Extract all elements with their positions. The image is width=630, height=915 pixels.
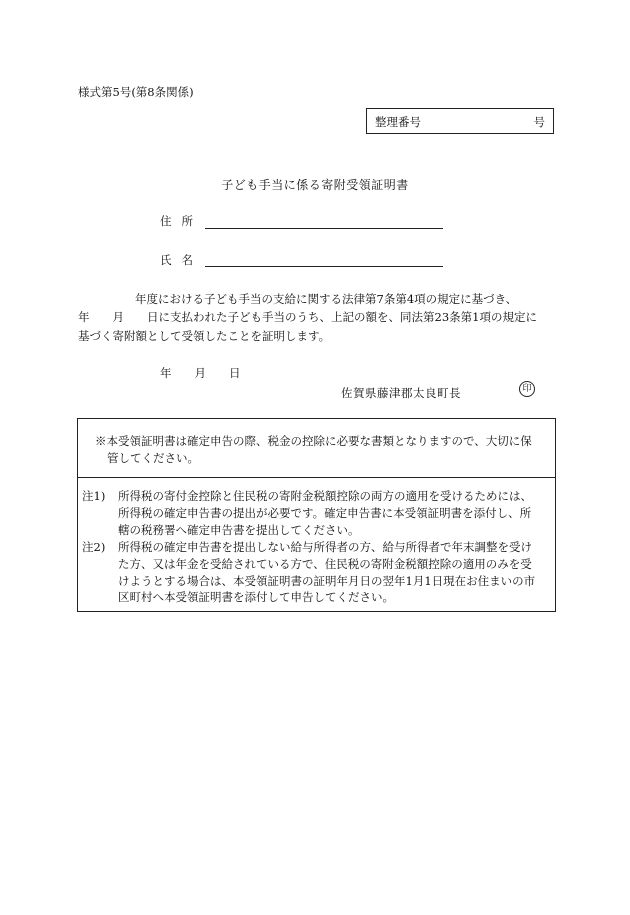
document-title: 子ども手当に係る寄附受領証明書 (221, 178, 409, 192)
body-text-line-1: 年度における子ども手当の支給に関する法律第7条第4項の規定に基づき、 (135, 292, 518, 306)
note-2-line-2: た方、又は年金を受給されている方で、住民税の寄附金税額控除の適用のみを受 (118, 557, 532, 571)
address-label: 住所 (160, 214, 203, 228)
note-2-line-3: けようとする場合は、本受領証明書の証明年月日の翌年1月1日現在お住まいの市 (118, 574, 536, 588)
address-field-line (205, 228, 443, 229)
note-2-label: 注2) (82, 540, 106, 554)
note-2-line-1: 所得税の確定申告書を提出しない給与所得者の方、給与所得者で年末調整を受け (118, 540, 532, 554)
body-text-line-3: 基づく寄附額として受領したことを証明します。 (78, 329, 331, 343)
issue-date: 年 月 日 (160, 366, 241, 380)
form-number: 様式第5号(第8条関係) (78, 85, 194, 99)
reference-number-box (366, 108, 554, 134)
note-1-line-3: 轄の税務署へ確定申告書を提出してください。 (118, 523, 360, 537)
note-1-line-1: 所得税の寄付金控除と住民税の寄附金税額控除の両方の適用を受けるためには、 (118, 489, 532, 503)
seal-icon: 印 (519, 381, 535, 397)
note-1-label: 注1) (82, 489, 106, 503)
note-1-line-2: 所得税の確定申告書の提出が必要です。確定申告書に本受領証明書を添付し、所 (118, 506, 532, 520)
notice-divider (78, 477, 555, 478)
name-field-line (205, 266, 443, 267)
reference-number-label: 整理番号 (375, 115, 421, 129)
warning-line-1: ※本受領証明書は確定申告の際、税金の控除に必要な書類となりますので、大切に保 (95, 434, 532, 448)
name-label: 氏名 (160, 253, 203, 267)
reference-number-suffix: 号 (533, 115, 545, 129)
warning-line-2: 管してください。 (107, 451, 199, 465)
body-text-line-2: 年 月 日に支払われた子ども手当のうち、上記の額を、同法第23条第1項の規定に (78, 310, 537, 324)
issuer-name: 佐賀県藤津郡太良町長 (341, 386, 461, 400)
notice-box (77, 418, 556, 612)
note-2-line-4: 区町村へ本受領証明書を添付して申告してください。 (118, 590, 394, 604)
